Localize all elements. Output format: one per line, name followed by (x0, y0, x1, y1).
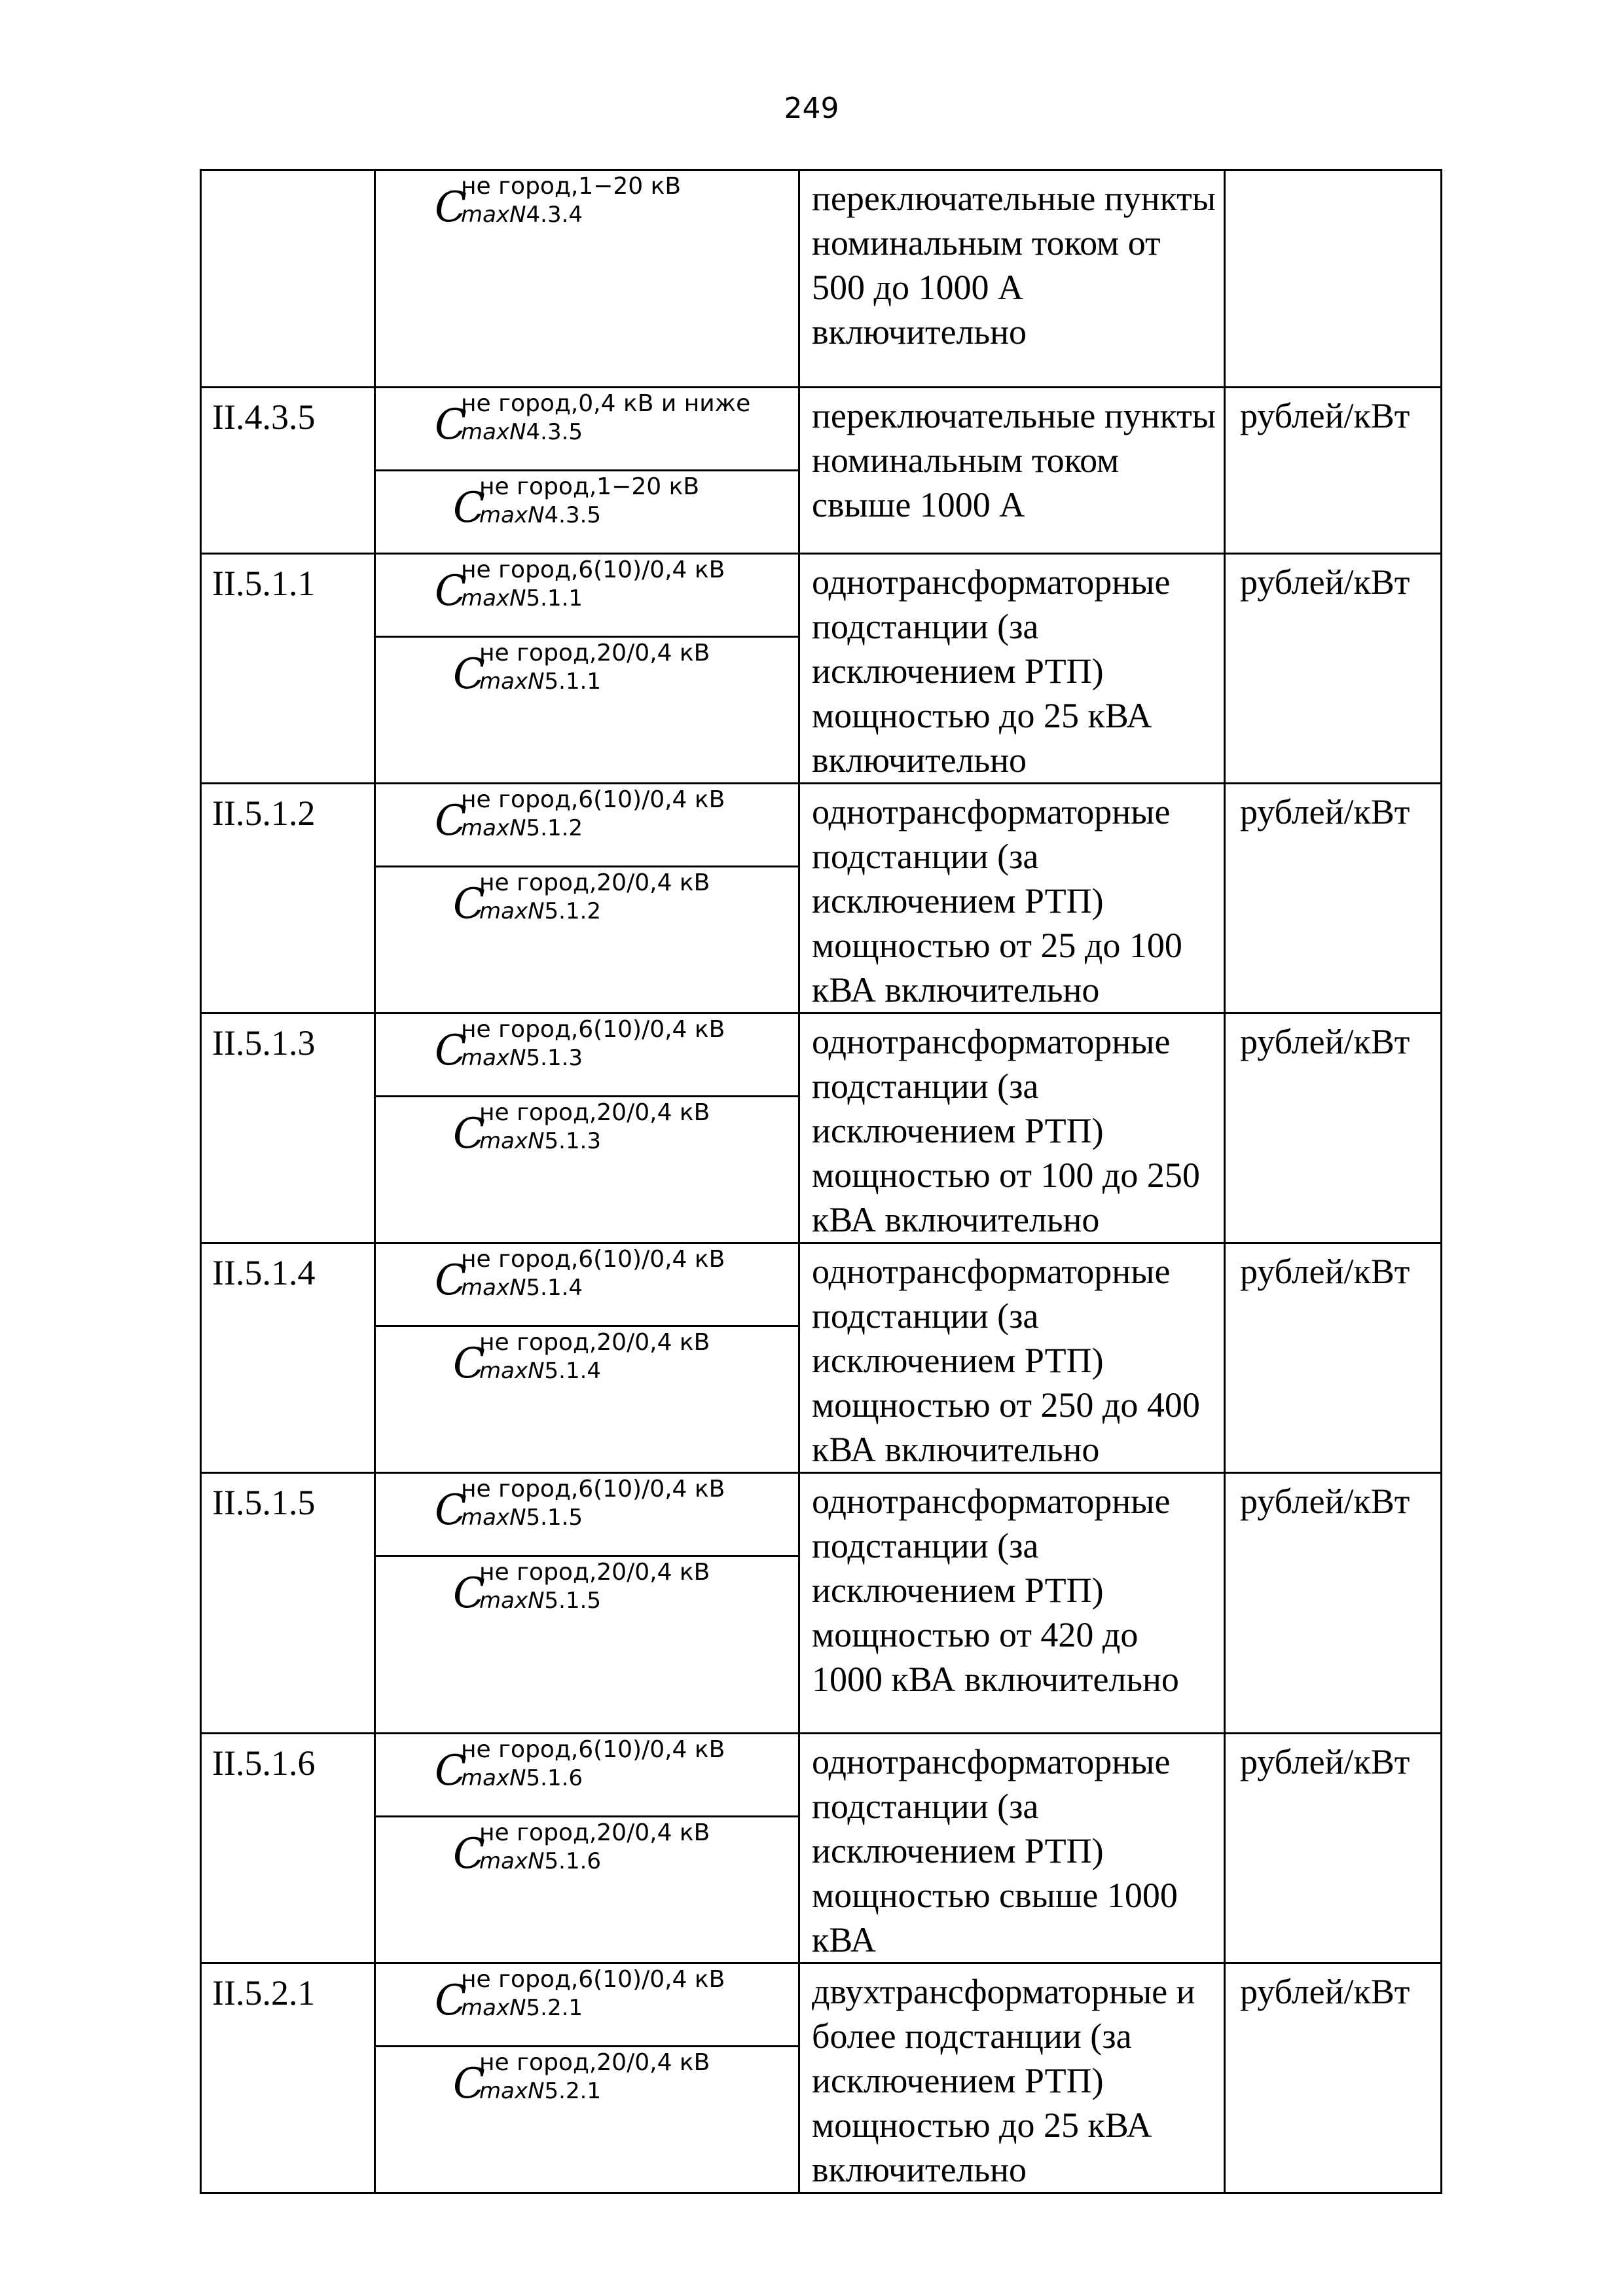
symbol-subscript-number: 5.2.1 (544, 2078, 602, 2104)
symbol-subscript-letters: maxN (479, 668, 545, 695)
symbol-superscript: не город,6(10)/0,4 кВ (461, 786, 725, 813)
row-description: однотрансформаторные подстанции (за исключением РТП) мощностью от 100 до 250 кВА включительно (812, 1022, 1200, 1239)
row-description: переключательные пункты номинальным током свыше 1000 А (812, 396, 1216, 524)
rate-symbol (376, 1734, 798, 1815)
symbol-subscript-letters: maxN (461, 1504, 526, 1531)
row-code-cell (201, 170, 375, 388)
symbol-subscript-number: 5.1.5 (526, 1504, 583, 1531)
row-unit-cell (1225, 170, 1442, 388)
rate-symbol (376, 1474, 798, 1555)
symbol-subscript-letters: maxN (461, 815, 526, 841)
symbol-superscript: не город,20/0,4 кВ (479, 1329, 710, 1356)
symbol-subscript (461, 817, 583, 839)
rate-symbol (376, 1095, 798, 1178)
page-number: 249 (784, 92, 839, 125)
table-row (201, 1473, 1442, 1734)
row-unit: рублей/кВт (1240, 1252, 1410, 1291)
row-code-cell (201, 1013, 375, 1243)
symbol-subscript (479, 900, 601, 922)
symbol-base: C (453, 2060, 485, 2108)
row-unit: рублей/кВт (1240, 562, 1410, 602)
symbol-superscript: не город,20/0,4 кВ (479, 869, 710, 896)
row-unit: рублей/кВт (1240, 1742, 1410, 1781)
symbol-base: C (435, 183, 467, 232)
symbol-superscript: не город,20/0,4 кВ (479, 640, 710, 666)
row-symbol-cell (375, 1734, 799, 1963)
rate-symbol (376, 388, 798, 469)
row-unit-cell (1225, 1734, 1442, 1963)
row-description-cell (799, 554, 1225, 784)
row-symbol-cell (375, 554, 799, 784)
row-code: II.5.1.2 (212, 793, 316, 833)
symbol-subscript (461, 1277, 583, 1299)
row-code: II.5.1.6 (212, 1743, 316, 1783)
row-code: II.5.1.4 (212, 1253, 316, 1292)
row-unit-cell (1225, 1013, 1442, 1243)
symbol-subscript-number: 4.3.5 (544, 502, 602, 528)
symbol-subscript (479, 1360, 601, 1382)
symbol-subscript-letters: maxN (479, 1588, 545, 1614)
symbol-subscript (479, 2080, 601, 2102)
row-description: однотрансформаторные подстанции (за исключением РТП) мощностью от 420 до 1000 кВА включительно (812, 1482, 1179, 1699)
row-description-cell (799, 784, 1225, 1013)
row-code-cell (201, 1963, 375, 2193)
symbol-base: C (435, 1027, 467, 1075)
row-unit: рублей/кВт (1240, 1972, 1410, 2011)
symbol-subscript-letters: maxN (461, 419, 526, 445)
row-description: двухтрансформаторные и более подстанции (за исключением РТП) мощностью до 25 кВА включительно (812, 1972, 1195, 2189)
row-symbol-cell (375, 1243, 799, 1473)
symbol-subscript-number: 5.2.1 (526, 1995, 583, 2021)
symbol-subscript-number: 5.1.1 (526, 585, 583, 611)
symbol-subscript-number: 4.3.4 (526, 202, 583, 228)
row-code-cell (201, 554, 375, 784)
rate-symbol (376, 469, 798, 553)
row-code: II.4.3.5 (212, 397, 316, 437)
row-symbol-cell (375, 170, 799, 388)
row-description-cell (799, 1963, 1225, 2193)
symbol-subscript (461, 1047, 583, 1069)
rate-symbol (376, 636, 798, 719)
table-row (201, 1013, 1442, 1243)
row-unit: рублей/кВт (1240, 1482, 1410, 1521)
row-description-cell (799, 1734, 1225, 1963)
symbol-base: C (453, 880, 485, 928)
symbol-subscript-letters: maxN (479, 898, 545, 924)
symbol-subscript (461, 204, 583, 226)
row-description-cell (799, 1473, 1225, 1734)
symbol-base: C (435, 1977, 467, 2025)
symbol-subscript-letters: maxN (479, 1358, 545, 1384)
symbol-subscript (461, 1997, 583, 2019)
row-code: II.5.1.5 (212, 1483, 316, 1522)
row-unit-cell (1225, 1243, 1442, 1473)
symbol-superscript: не город,20/0,4 кВ (479, 2049, 710, 2076)
symbol-base: C (435, 1486, 467, 1535)
symbol-subscript-letters: maxN (461, 1995, 526, 2021)
symbol-subscript-number: 4.3.5 (526, 419, 583, 445)
symbol-superscript: не город,6(10)/0,4 кВ (461, 1476, 725, 1503)
symbol-base: C (435, 1747, 467, 1795)
table-row (201, 1734, 1442, 1963)
symbol-superscript: не город,6(10)/0,4 кВ (461, 1966, 725, 1993)
symbol-subscript-letters: maxN (461, 1765, 526, 1791)
symbol-subscript-letters: maxN (479, 1848, 545, 1874)
symbol-superscript: не город,6(10)/0,4 кВ (461, 1016, 725, 1043)
symbol-base: C (435, 1256, 467, 1305)
symbol-base: C (435, 401, 467, 449)
symbol-subscript-letters: maxN (461, 1045, 526, 1071)
symbol-superscript: не город,20/0,4 кВ (479, 1099, 710, 1126)
rate-symbol (376, 1325, 798, 1408)
rate-symbol (376, 171, 798, 345)
row-unit-cell (1225, 784, 1442, 1013)
rate-symbol (376, 1014, 798, 1095)
symbol-superscript: не город,20/0,4 кВ (479, 1559, 710, 1586)
symbol-subscript-number: 5.1.2 (526, 815, 583, 841)
row-code: II.5.2.1 (212, 1973, 316, 2013)
row-code-cell (201, 388, 375, 554)
symbol-superscript: не город,6(10)/0,4 кВ (461, 1736, 725, 1763)
symbol-superscript: не город,6(10)/0,4 кВ (461, 1246, 725, 1273)
row-description: однотрансформаторные подстанции (за исключением РТП) мощностью от 25 до 100 кВА включительно (812, 792, 1182, 1010)
symbol-subscript (461, 421, 583, 443)
symbol-base: C (435, 797, 467, 845)
table-row (201, 554, 1442, 784)
symbol-base: C (453, 650, 485, 699)
symbol-subscript (479, 670, 601, 693)
row-unit-cell (1225, 554, 1442, 784)
row-code-cell (201, 784, 375, 1013)
symbol-subscript-number: 5.1.1 (544, 668, 602, 695)
symbol-subscript-letters: maxN (479, 1128, 545, 1154)
row-description-cell (799, 388, 1225, 554)
symbol-subscript-number: 5.1.3 (544, 1128, 602, 1154)
symbol-base: C (453, 1110, 485, 1158)
row-description-cell (799, 1013, 1225, 1243)
row-description: переключательные пункты номинальным током от 500 до 1000 А включительно (812, 179, 1216, 352)
symbol-superscript: не город,1−20 кВ (461, 173, 682, 200)
symbol-subscript-letters: maxN (461, 1275, 526, 1301)
table-row (201, 388, 1442, 554)
row-code-cell (201, 1243, 375, 1473)
rate-symbol (376, 1964, 798, 2045)
rate-symbol (376, 1555, 798, 1638)
symbol-subscript-number: 5.1.3 (526, 1045, 583, 1071)
row-unit: рублей/кВт (1240, 396, 1410, 435)
row-description: однотрансформаторные подстанции (за исключением РТП) мощностью от 250 до 400 кВА включительно (812, 1252, 1200, 1469)
symbol-superscript: не город,0,4 кВ и ниже (461, 390, 751, 417)
table-row (201, 1243, 1442, 1473)
symbol-subscript-number: 5.1.4 (526, 1275, 583, 1301)
symbol-base: C (453, 1339, 485, 1388)
row-description: однотрансформаторные подстанции (за исключением РТП) мощностью свыше 1000 кВА (812, 1742, 1178, 1959)
row-symbol-cell (375, 1013, 799, 1243)
tariff-table (200, 169, 1442, 2194)
rate-symbol (376, 784, 798, 866)
symbol-base: C (453, 1830, 485, 1878)
row-unit-cell (1225, 388, 1442, 554)
rate-symbol (376, 1815, 798, 1899)
row-symbol-cell (375, 784, 799, 1013)
table-row (201, 1963, 1442, 2193)
symbol-base: C (435, 567, 467, 615)
symbol-subscript-letters: maxN (461, 202, 526, 228)
row-code: II.5.1.1 (212, 564, 316, 603)
row-description-cell (799, 170, 1225, 388)
table-row (201, 170, 1442, 388)
symbol-base: C (453, 484, 485, 532)
symbol-subscript (479, 1850, 601, 1872)
symbol-subscript (461, 1767, 583, 1789)
symbol-subscript-number: 5.1.4 (544, 1358, 602, 1384)
symbol-subscript (479, 504, 601, 526)
row-code: II.5.1.3 (212, 1023, 316, 1063)
row-code-cell (201, 1473, 375, 1734)
symbol-base: C (453, 1569, 485, 1618)
table-row (201, 784, 1442, 1013)
row-code-cell (201, 1734, 375, 1963)
row-unit-cell (1225, 1473, 1442, 1734)
symbol-subscript (479, 1130, 601, 1152)
tariff-table-body (201, 170, 1442, 2193)
row-unit: рублей/кВт (1240, 792, 1410, 831)
symbol-subscript-number: 5.1.5 (544, 1588, 602, 1614)
row-unit: рублей/кВт (1240, 1022, 1410, 1061)
symbol-subscript (479, 1590, 601, 1612)
symbol-subscript-number: 5.1.6 (526, 1765, 583, 1791)
symbol-superscript: не город,20/0,4 кВ (479, 1819, 710, 1846)
row-symbol-cell (375, 1963, 799, 2193)
symbol-superscript: не город,1−20 кВ (479, 473, 700, 500)
row-unit (1226, 171, 1440, 176)
rate-symbol (376, 1244, 798, 1325)
row-symbol-cell (375, 388, 799, 554)
row-symbol-cell (375, 1473, 799, 1734)
row-unit-cell (1225, 1963, 1442, 2193)
row-description-cell (799, 1243, 1225, 1473)
rate-symbol (376, 866, 798, 949)
rate-symbol (376, 555, 798, 636)
symbol-subscript (461, 1506, 583, 1529)
symbol-subscript-letters: maxN (461, 585, 526, 611)
row-description: однотрансформаторные подстанции (за исключением РТП) мощностью до 25 кВА включительно (812, 562, 1171, 780)
symbol-subscript-letters: maxN (479, 502, 545, 528)
rate-symbol (376, 2045, 798, 2128)
symbol-subscript (461, 587, 583, 610)
row-code (202, 171, 374, 179)
symbol-superscript: не город,6(10)/0,4 кВ (461, 556, 725, 583)
symbol-subscript-number: 5.1.6 (544, 1848, 602, 1874)
symbol-subscript-number: 5.1.2 (544, 898, 602, 924)
symbol-subscript-letters: maxN (479, 2078, 545, 2104)
